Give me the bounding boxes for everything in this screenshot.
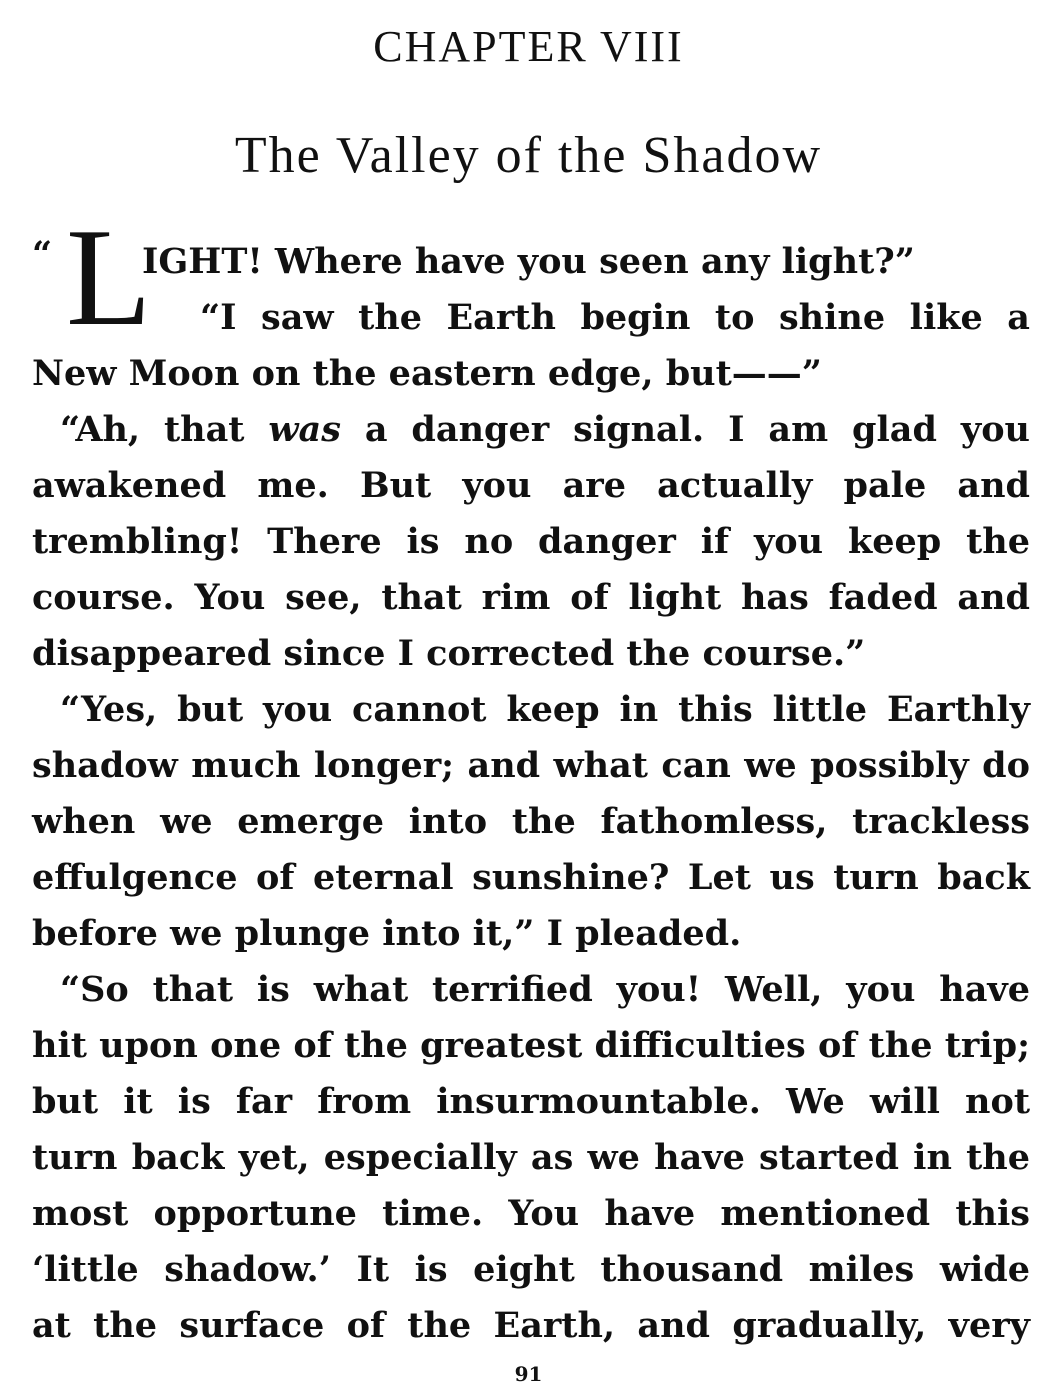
text-line-18: most opportune time. You have mentioned this [32, 1193, 1030, 1234]
text-line-15: hit upon one of the greatest difficulties of the trip; [32, 1025, 1030, 1066]
opening-quote: “ [32, 234, 53, 275]
text-line-9: “Yes, but you cannot keep in this little Earthly [60, 689, 1030, 730]
italic-emphasis: was [268, 409, 341, 450]
text-line-7: course. You see, that rim of light has faded and [32, 577, 1030, 618]
text-line-1: IGHT! Where have you seen any light?” [142, 241, 915, 282]
text-line-13: before we plunge into it,” I pleaded. [32, 913, 742, 954]
text-line-17: turn back yet, especially as we have started in the [32, 1137, 1030, 1178]
text-line-6: trembling! There is no danger if you keep the [32, 521, 1030, 562]
text-line-10: shadow much longer; and what can we possibly do [32, 745, 1030, 786]
chapter-heading: CHAPTER VIII [373, 22, 684, 71]
text-line-14: “So that is what terrified you! Well, you have [60, 969, 1030, 1010]
text-line-16: but it is far from insurmountable. We will not [32, 1081, 1030, 1122]
text-line-4-suffix: a danger signal. I am glad you [340, 409, 1031, 450]
text-line-19: ‘little shadow.’ It is eight thousand miles wide [32, 1249, 1030, 1290]
text-line-12: effulgence of eternal sunshine? Let us turn back [32, 857, 1030, 898]
text-line-11: when we emerge into the fathomless, trackless [32, 801, 1030, 842]
text-line-8: disappeared since I corrected the course.” [32, 633, 866, 674]
text-line-4 [32, 402, 1030, 458]
chapter-title: The Valley of the Shadow [234, 127, 823, 184]
text-line-3: New Moon on the eastern edge, but——” [32, 353, 822, 394]
page-number: 91 [514, 1362, 543, 1386]
drop-cap-letter: L [66, 200, 152, 355]
text-line-5: awakened me. But you are actually pale and [32, 465, 1030, 506]
text-line-2: “I saw the Earth begin to shine like a [200, 297, 1030, 338]
text-line-4-prefix: “Ah, that [60, 409, 269, 450]
text-line-20: at the surface of the Earth, and gradually, very [32, 1305, 1030, 1346]
